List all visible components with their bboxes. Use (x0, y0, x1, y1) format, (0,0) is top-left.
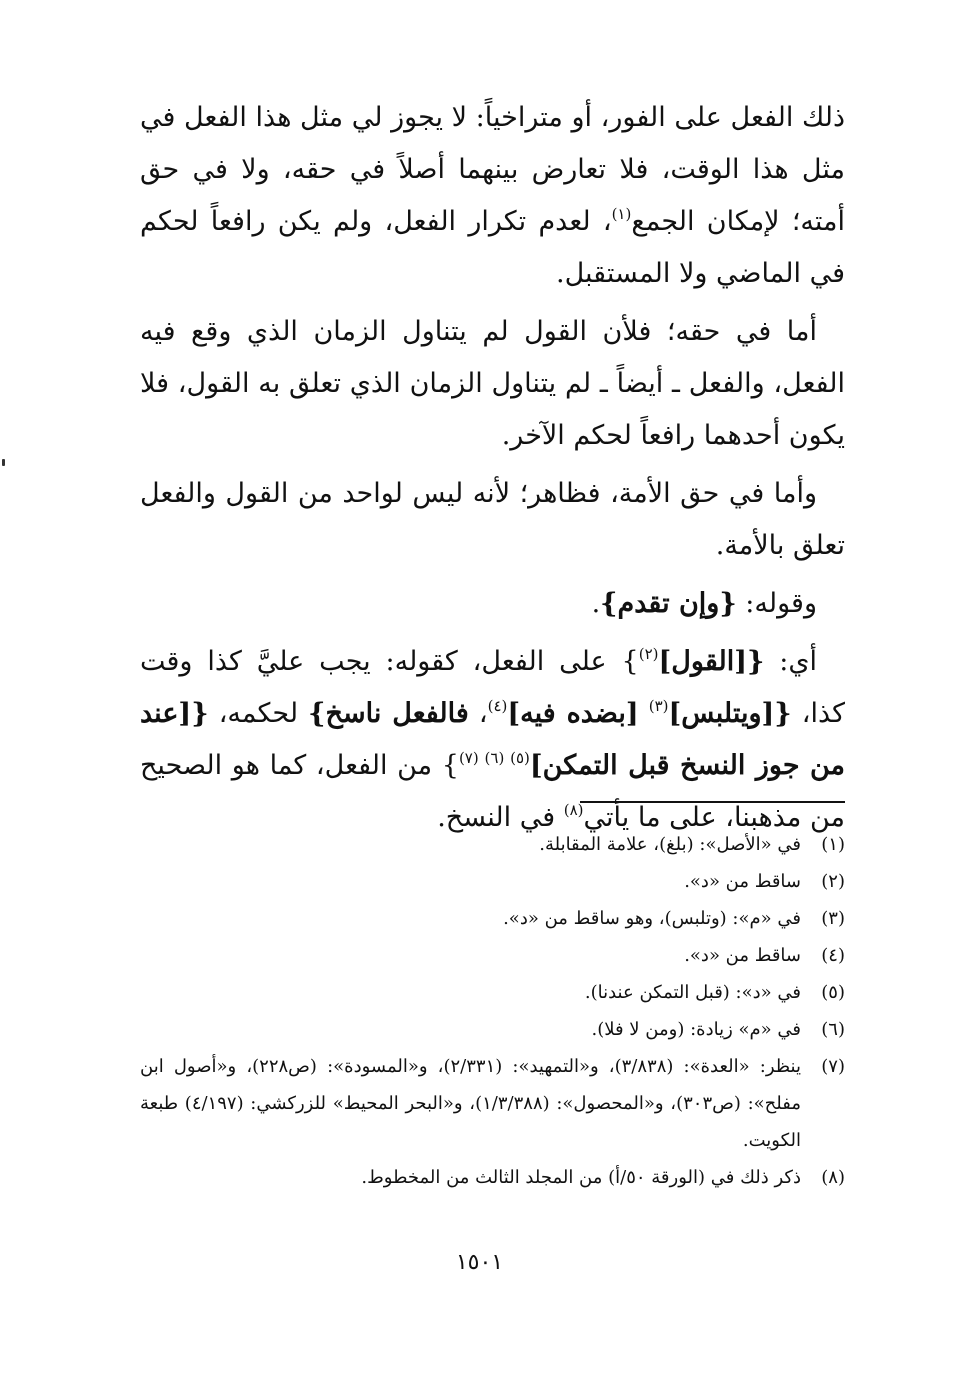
footnote (140, 974, 845, 1011)
text-segment: في النسخ. (437, 802, 564, 833)
footnote-ref: (٣) (648, 697, 669, 715)
text-segment: أي: (764, 646, 817, 677)
footnote-text: في «د»: (قبل التمكن عندنا). (584, 982, 801, 1003)
footnote (140, 1011, 845, 1048)
footnote-ref: (١) (611, 205, 632, 223)
quoted-text: {[القول] (658, 646, 765, 677)
quoted-text: [بضده فيه] (507, 698, 639, 729)
footnote-ref: (٨) (563, 801, 584, 819)
quoted-text: {وإن تقدم} (600, 588, 737, 619)
text-segment (639, 698, 649, 729)
footnote-number: (١) (821, 834, 845, 855)
text-segment: وقوله: (736, 588, 817, 619)
footnote-text: في «م» زيادة: (ومن لا فلا). (591, 1019, 801, 1040)
text-segment: أما في حقه؛ فلأن القول لم يتناول الزمان الذي وقع فيه الفعل، والفعل ـ أيضاً ـ لم يتناول الزمان الذي تعلق به القول، فلا يكون أحدهما رافعاً لحكم الآخر. (140, 316, 845, 451)
paragraph (140, 636, 845, 844)
scan-speck (2, 459, 5, 466)
paragraph (140, 306, 845, 462)
footnote-text: ينظر: «العدة»: (٣/٨٣٨)، و«التمهيد»: (٢/٣٣١)، و«المسودة»: (ص٢٢٨)، و«أصول ابن مفلح»: (ص٣٠٣)، و«المحصول»: (١/٣/٣٨٨)، و«البحر المحيط» للزركشي: (٤/١٩٧) طبعة الكويت. (140, 1056, 802, 1151)
footnote (140, 826, 845, 863)
text-segment: لحكمه، (208, 698, 309, 729)
footnotes (140, 826, 845, 1196)
text-segment: ، لعدم تكرار الفعل، ولم يكن رافعاً لحكم في الماضي ولا المستقبل. (140, 206, 845, 289)
footnote (140, 900, 845, 937)
footnote-number: (٣) (821, 908, 845, 929)
paragraph (140, 468, 845, 572)
text-segment: وأما في حق الأمة، فظاهر؛ لأنه ليس لواحد من القول والفعل تعلق بالأمة. (140, 478, 845, 561)
footnote (140, 1048, 845, 1159)
text-segment: . (591, 588, 601, 619)
footnote-number: (٤) (821, 945, 845, 966)
paragraph (140, 578, 845, 630)
footnote-text: ذكر ذلك في (الورقة ٥٠/أ) من المجلد الثالث من المخطوط. (361, 1167, 801, 1188)
quoted-text: {[عند من جوز النسخ قبل التمكن] (140, 698, 845, 781)
quoted-text: فالفعل ناسخ} (308, 698, 469, 729)
footnote-text: ساقط من «د». (684, 945, 801, 966)
text-segment: } على الفعل، كقوله: يجب عليَّ كذا وقت كذا، (140, 646, 846, 729)
main-text (140, 92, 845, 850)
paragraph (140, 92, 845, 300)
footnote-text: في «الأصل»: (بلغ)، علامة المقابلة. (539, 834, 801, 855)
text-segment: } من الفعل، كما هو الصحيح من مذهبنا، على ما يأتي (140, 750, 845, 833)
footnote-number: (٨) (821, 1167, 845, 1188)
page-number: ١٥٠١ (455, 1250, 504, 1275)
footnote (140, 863, 845, 900)
footnote-number: (٧) (821, 1056, 845, 1077)
footnote-ref: (٢) (638, 645, 659, 663)
text-segment: ، (468, 698, 488, 729)
footnote-number: (٢) (821, 871, 845, 892)
footnote-number: (٥) (821, 982, 845, 1003)
footnote-text: ساقط من «د». (684, 871, 801, 892)
footnote-ref: (٤) (487, 697, 508, 715)
footnote (140, 937, 845, 974)
footnote-separator (580, 801, 845, 803)
footnote-text: في «م»: (وتلبس)، وهو ساقط من «د». (503, 908, 801, 929)
quoted-text: {[ويتلبس] (668, 698, 792, 729)
footnote (140, 1159, 845, 1196)
footnote-number: (٦) (821, 1019, 845, 1040)
text-segment: ذلك الفعل على الفور، أو متراخياً: لا يجوز لي مثل هذا الفعل في مثل هذا الوقت، فلا تعارض بينهما أصلاً في حقه، ولا في حق أمته؛ لإمكان الجمع (140, 102, 845, 237)
footnote-ref: (٥) (٦) (٧) (458, 749, 530, 767)
